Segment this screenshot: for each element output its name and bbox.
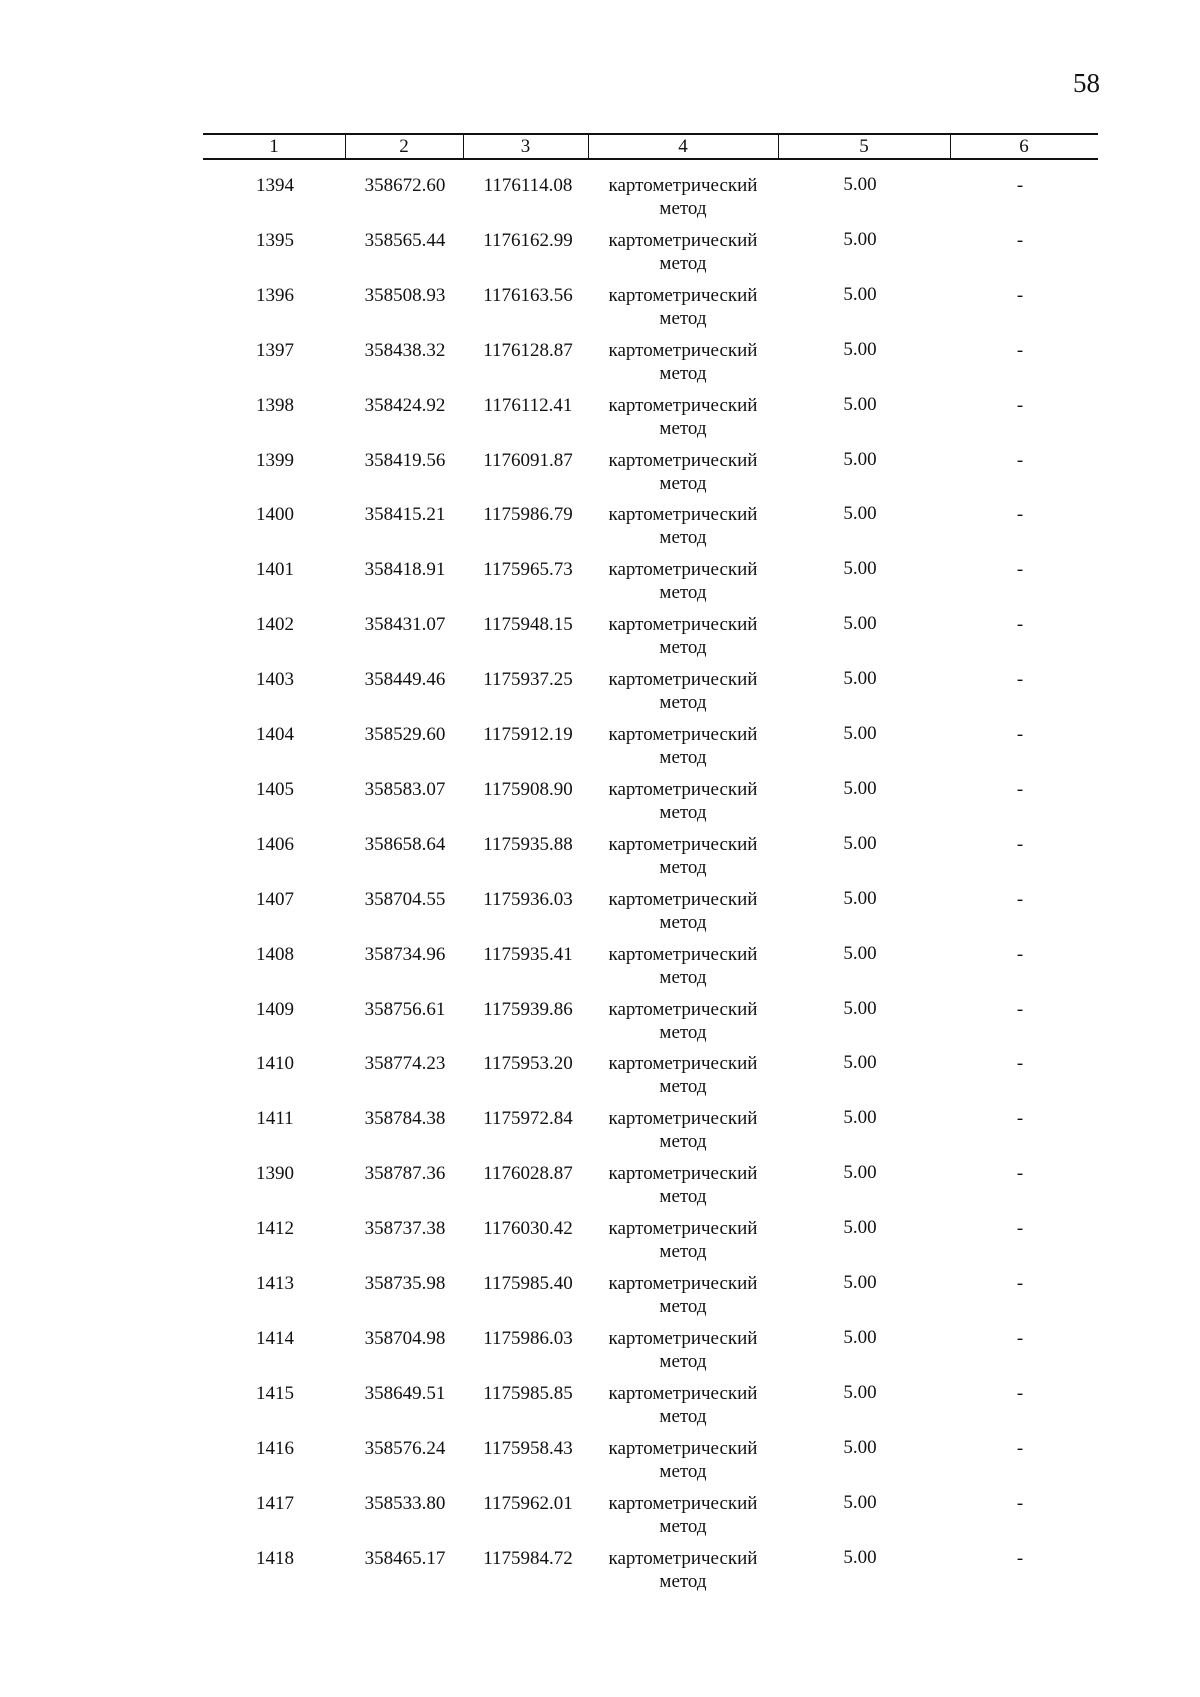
accuracy-value: 5.00: [843, 613, 877, 635]
note-value: -: [1016, 1327, 1024, 1349]
method-line-1: картометрический: [608, 1437, 758, 1459]
coordinate-y: 1175985.85: [483, 1382, 573, 1404]
determination-method: [588, 174, 778, 220]
method-line-1: картометрический: [608, 229, 758, 251]
point-number: 1408: [256, 943, 294, 965]
table-row: [0, 284, 1200, 339]
point-number: 1404: [256, 724, 294, 745]
determination-method: [588, 1547, 778, 1593]
table-row: [0, 1217, 1200, 1272]
method-line-2: метод: [659, 1405, 707, 1427]
determination-method: [588, 1217, 778, 1263]
method-line-2: метод: [659, 801, 707, 823]
coordinate-x: 358784.38: [364, 1108, 446, 1130]
column-header-1: 1: [269, 136, 279, 157]
point-number: 1390: [256, 1163, 294, 1185]
page-number: 58: [1073, 68, 1100, 98]
coordinate-x: 358508.93: [364, 284, 446, 306]
point-number: 1409: [256, 998, 294, 1020]
method-line-2: метод: [659, 472, 707, 494]
method-line-2: метод: [659, 1131, 707, 1153]
coordinate-x: 358419.56: [364, 449, 446, 471]
determination-method: [588, 394, 778, 440]
accuracy-value: 5.00: [843, 1107, 877, 1129]
coordinate-y: 1176091.87: [483, 449, 573, 471]
method-line-2: метод: [659, 582, 707, 604]
coordinate-y: 1175962.01: [483, 1492, 573, 1514]
method-line-2: метод: [659, 1515, 707, 1537]
point-number: 1400: [256, 504, 294, 526]
method-line-2: метод: [659, 1570, 707, 1592]
coordinate-y: 1175937.25: [483, 669, 573, 691]
coordinate-x: 358704.55: [364, 888, 446, 910]
method-line-2: метод: [659, 417, 707, 439]
table-row: [0, 174, 1200, 229]
point-number: 1395: [256, 229, 294, 251]
method-line-1: картометрический: [608, 943, 758, 965]
coordinate-y: 1175912.19: [483, 724, 573, 745]
accuracy-value: 5.00: [843, 283, 877, 305]
determination-method: [588, 998, 778, 1044]
table-row: [0, 778, 1200, 833]
note-value: -: [1016, 1492, 1024, 1514]
point-number: 1415: [256, 1382, 294, 1404]
determination-method: [588, 284, 778, 330]
method-line-2: метод: [659, 362, 707, 384]
accuracy-value: 5.00: [843, 1436, 877, 1458]
table-row: [0, 394, 1200, 449]
point-number: 1412: [256, 1218, 294, 1240]
method-line-1: картометрический: [608, 833, 758, 855]
table-row: [0, 943, 1200, 998]
method-line-1: картометрический: [608, 1327, 758, 1349]
accuracy-value: 5.00: [843, 1217, 877, 1239]
point-number: 1396: [256, 284, 294, 306]
coordinate-x: 358787.36: [364, 1163, 446, 1185]
method-line-2: метод: [659, 198, 707, 219]
point-number: 1399: [256, 449, 294, 471]
accuracy-value: 5.00: [843, 1381, 877, 1403]
method-line-1: картометрический: [608, 1273, 758, 1294]
note-value: -: [1016, 833, 1024, 855]
coordinate-y: 1176163.56: [483, 284, 573, 306]
accuracy-value: 5.00: [843, 448, 877, 470]
table-row: [0, 1162, 1200, 1217]
column-header-6: 6: [1019, 136, 1029, 157]
determination-method: [588, 558, 778, 604]
table-row: [0, 833, 1200, 888]
coordinate-y: 1175936.03: [483, 888, 573, 910]
coordinate-y: 1175953.20: [483, 1053, 573, 1075]
accuracy-value: 5.00: [843, 1491, 877, 1513]
coordinate-x: 358529.60: [364, 724, 446, 745]
method-line-1: картометрический: [608, 614, 758, 636]
coordinate-x: 358735.98: [364, 1273, 446, 1294]
method-line-2: метод: [659, 252, 707, 274]
note-value: -: [1016, 1547, 1024, 1569]
method-line-1: картометрический: [608, 559, 758, 581]
method-line-2: метод: [659, 637, 707, 659]
table-row: [0, 1327, 1200, 1382]
coordinate-y: 1175965.73: [483, 559, 573, 581]
coordinate-x: 358424.92: [364, 394, 446, 416]
note-value: -: [1016, 943, 1024, 965]
coordinate-y: 1175935.41: [483, 943, 573, 965]
note-value: -: [1016, 229, 1024, 251]
table-row: [0, 449, 1200, 504]
coordinate-y: 1176028.87: [483, 1163, 573, 1185]
method-line-2: метод: [659, 1350, 707, 1372]
coordinate-y: 1175984.72: [483, 1547, 573, 1569]
determination-method: [588, 339, 778, 385]
method-line-1: картометрический: [608, 778, 758, 800]
method-line-1: картометрический: [608, 1492, 758, 1514]
point-number: 1394: [256, 175, 294, 196]
point-number: 1403: [256, 669, 294, 691]
note-value: -: [1016, 1273, 1024, 1294]
accuracy-value: 5.00: [843, 832, 877, 854]
note-value: -: [1016, 449, 1024, 471]
note-value: -: [1016, 504, 1024, 526]
determination-method: [588, 613, 778, 659]
method-line-1: картометрический: [608, 339, 758, 361]
accuracy-value: 5.00: [843, 887, 877, 909]
method-line-1: картометрический: [608, 1218, 758, 1240]
coordinate-y: 1176162.99: [483, 229, 573, 251]
coordinate-y: 1175986.03: [483, 1327, 573, 1349]
method-line-2: метод: [659, 1460, 707, 1482]
accuracy-value: 5.00: [843, 668, 877, 690]
column-header-5: 5: [859, 136, 869, 157]
note-value: -: [1016, 284, 1024, 306]
note-value: -: [1016, 1163, 1024, 1185]
coordinate-x: 358465.17: [364, 1547, 446, 1569]
table-row: [0, 503, 1200, 558]
method-line-1: картометрический: [608, 1163, 758, 1185]
determination-method: [588, 1382, 778, 1428]
note-value: -: [1016, 559, 1024, 581]
method-line-1: картометрический: [608, 394, 758, 416]
coordinate-x: 358649.51: [364, 1382, 446, 1404]
table-row: [0, 1547, 1200, 1602]
coordinate-y: 1175935.88: [483, 833, 573, 855]
note-value: -: [1016, 1053, 1024, 1075]
accuracy-value: 5.00: [843, 338, 877, 360]
point-number: 1410: [256, 1053, 294, 1075]
coordinate-x: 358774.23: [364, 1053, 446, 1075]
accuracy-value: 5.00: [843, 777, 877, 799]
accuracy-value: 5.00: [843, 942, 877, 964]
determination-method: [588, 1327, 778, 1373]
method-line-2: метод: [659, 911, 707, 933]
coordinate-x: 358672.60: [364, 175, 446, 196]
coordinate-y: 1176128.87: [483, 339, 573, 361]
point-number: 1407: [256, 888, 294, 910]
column-header-4: 4: [678, 136, 688, 157]
coordinate-y: 1176114.08: [483, 175, 573, 196]
coordinate-y: 1175939.86: [483, 998, 573, 1020]
point-number: 1414: [256, 1327, 294, 1349]
point-number: 1413: [256, 1273, 294, 1294]
accuracy-value: 5.00: [843, 228, 877, 250]
table-row: [0, 613, 1200, 668]
method-line-2: метод: [659, 1296, 707, 1317]
note-value: -: [1016, 394, 1024, 416]
accuracy-value: 5.00: [843, 174, 877, 195]
method-line-1: картометрический: [608, 888, 758, 910]
point-number: 1398: [256, 394, 294, 416]
method-line-2: метод: [659, 966, 707, 988]
coordinate-x: 358565.44: [364, 229, 446, 251]
determination-method: [588, 503, 778, 549]
accuracy-value: 5.00: [843, 723, 877, 744]
accuracy-value: 5.00: [843, 1326, 877, 1348]
table-row: [0, 339, 1200, 394]
coordinate-x: 358431.07: [364, 614, 446, 636]
determination-method: [588, 1437, 778, 1483]
coordinate-x: 358438.32: [364, 339, 446, 361]
coordinate-x: 358583.07: [364, 778, 446, 800]
column-header-3: 3: [520, 136, 531, 157]
determination-method: [588, 723, 778, 769]
method-line-1: картометрический: [608, 175, 758, 196]
coordinate-y: 1175985.40: [483, 1273, 573, 1294]
table-row: [0, 1107, 1200, 1162]
method-line-2: метод: [659, 1076, 707, 1098]
note-value: -: [1016, 339, 1024, 361]
table-row: [0, 1272, 1200, 1327]
method-line-2: метод: [659, 747, 707, 768]
accuracy-value: 5.00: [843, 997, 877, 1019]
determination-method: [588, 833, 778, 879]
point-number: 1406: [256, 833, 294, 855]
method-line-1: картометрический: [608, 724, 758, 745]
note-value: -: [1016, 888, 1024, 910]
determination-method: [588, 1272, 778, 1318]
coordinate-x: 358658.64: [364, 833, 446, 855]
method-line-2: метод: [659, 307, 707, 329]
coordinate-x: 358734.96: [364, 943, 446, 965]
coordinate-y: 1175948.15: [483, 614, 573, 636]
point-number: 1411: [256, 1108, 294, 1130]
note-value: -: [1016, 1218, 1024, 1240]
note-value: -: [1016, 1437, 1024, 1459]
coordinate-y: 1175986.79: [483, 504, 573, 526]
point-number: 1397: [256, 339, 294, 361]
determination-method: [588, 229, 778, 275]
point-number: 1417: [256, 1492, 294, 1514]
point-number: 1405: [256, 778, 294, 800]
method-line-1: картометрический: [608, 1382, 758, 1404]
coordinate-x: 358533.80: [364, 1492, 446, 1514]
method-line-1: картометрический: [608, 1547, 758, 1569]
method-line-2: метод: [659, 1021, 707, 1043]
coordinate-y: 1175958.43: [483, 1437, 573, 1459]
coordinate-x: 358415.21: [364, 504, 446, 526]
accuracy-value: 5.00: [843, 1546, 877, 1568]
note-value: -: [1016, 669, 1024, 691]
coordinate-x: 358756.61: [364, 998, 446, 1020]
determination-method: [588, 1492, 778, 1538]
method-line-1: картометрический: [608, 1108, 758, 1130]
accuracy-value: 5.00: [843, 558, 877, 580]
determination-method: [588, 449, 778, 495]
note-value: -: [1016, 614, 1024, 636]
note-value: -: [1016, 1382, 1024, 1404]
table-row: [0, 229, 1200, 284]
table-row: [0, 998, 1200, 1053]
column-header-2: 2: [399, 136, 409, 157]
method-line-1: картометрический: [608, 1053, 758, 1075]
method-line-2: метод: [659, 1186, 707, 1208]
accuracy-value: 5.00: [843, 1162, 877, 1184]
table-header-bottom-rule: [203, 158, 1098, 160]
method-line-1: картометрический: [608, 504, 758, 526]
coordinate-x: 358418.91: [364, 559, 446, 581]
note-value: -: [1016, 724, 1024, 745]
coordinate-x: 358576.24: [364, 1437, 446, 1459]
table-row: [0, 1437, 1200, 1492]
determination-method: [588, 1162, 778, 1208]
method-line-2: метод: [659, 527, 707, 549]
determination-method: [588, 668, 778, 714]
determination-method: [588, 778, 778, 824]
note-value: -: [1016, 175, 1024, 196]
method-line-1: картометрический: [608, 998, 758, 1020]
table-row: [0, 558, 1200, 613]
note-value: -: [1016, 998, 1024, 1020]
method-line-1: картометрический: [608, 449, 758, 471]
method-line-1: картометрический: [608, 669, 758, 691]
method-line-1: картометрический: [608, 284, 758, 306]
method-line-2: метод: [659, 692, 707, 714]
determination-method: [588, 888, 778, 934]
point-number: 1402: [256, 614, 294, 636]
accuracy-value: 5.00: [843, 1052, 877, 1074]
point-number: 1401: [256, 559, 294, 581]
determination-method: [588, 1107, 778, 1153]
method-line-2: метод: [659, 856, 707, 878]
coordinate-x: 358737.38: [364, 1218, 446, 1240]
note-value: -: [1016, 778, 1024, 800]
coordinate-y: 1175908.90: [483, 778, 573, 800]
coordinate-x: 358449.46: [364, 669, 446, 691]
table-row: [0, 888, 1200, 943]
point-number: 1416: [256, 1437, 294, 1459]
table-row: [0, 1052, 1200, 1107]
accuracy-value: 5.00: [843, 1272, 877, 1293]
table-row: [0, 723, 1200, 778]
coordinate-y: 1176112.41: [483, 394, 573, 416]
determination-method: [588, 1052, 778, 1098]
coordinate-y: 1175972.84: [483, 1108, 573, 1130]
coordinate-x: 358704.98: [364, 1327, 446, 1349]
table-row: [0, 1492, 1200, 1547]
table-row: [0, 1382, 1200, 1437]
coordinate-y: 1176030.42: [483, 1218, 573, 1240]
accuracy-value: 5.00: [843, 503, 877, 525]
note-value: -: [1016, 1108, 1024, 1130]
accuracy-value: 5.00: [843, 393, 877, 415]
point-number: 1418: [256, 1547, 294, 1569]
determination-method: [588, 943, 778, 989]
table-row: [0, 668, 1200, 723]
method-line-2: метод: [659, 1241, 707, 1263]
